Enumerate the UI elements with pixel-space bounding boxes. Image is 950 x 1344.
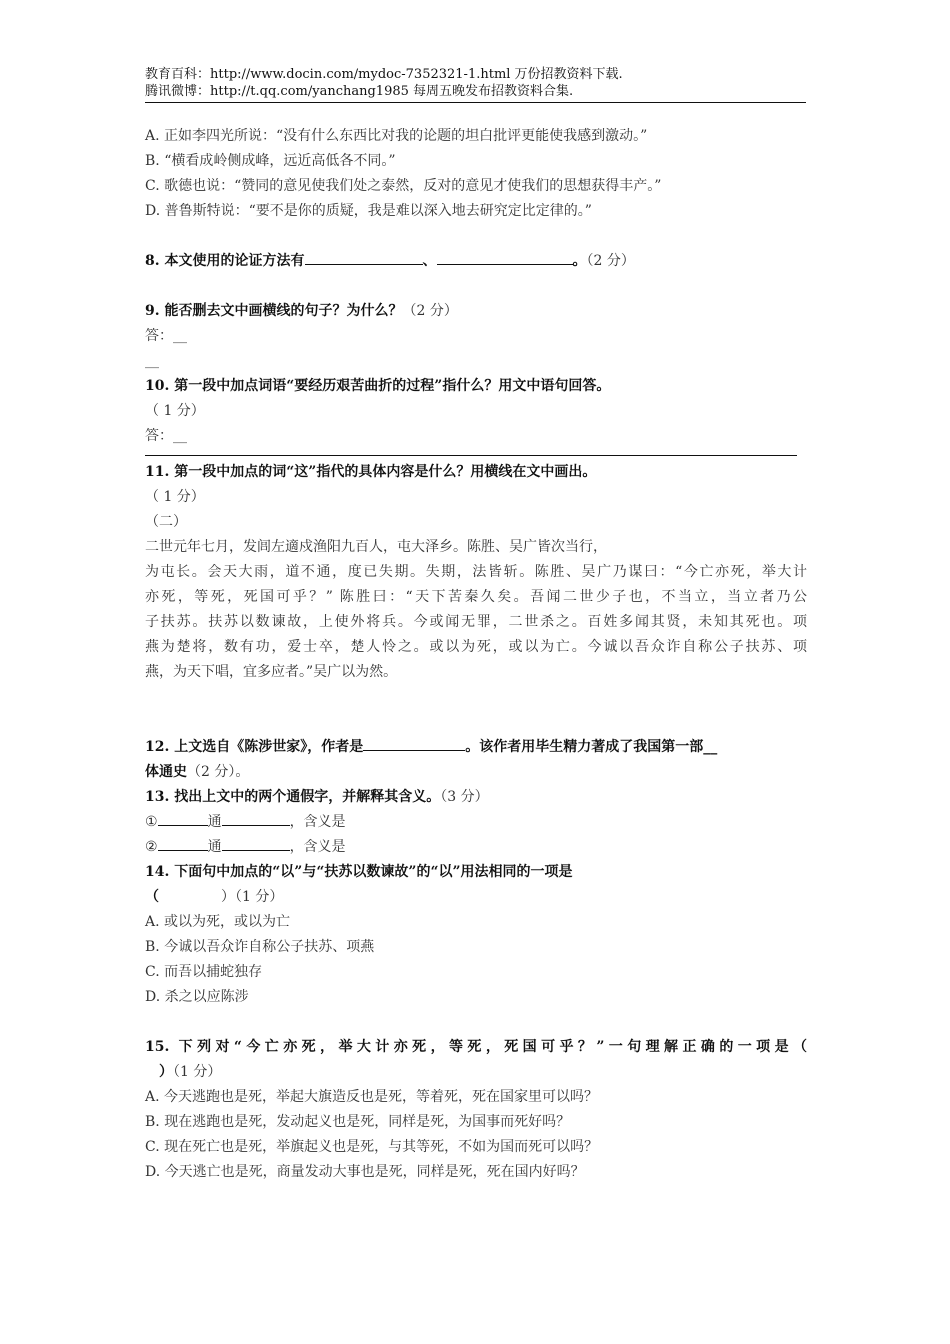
q8-blank-2[interactable]	[437, 250, 573, 265]
q10-points: （ 1 分）	[145, 403, 205, 419]
question-12	[145, 735, 807, 760]
q8-blank-1[interactable]	[305, 250, 423, 265]
q13-item-1-blank-target[interactable]	[222, 811, 290, 826]
q13-item-1-mark: ①	[145, 814, 158, 830]
passage-line-4: 子扶苏。扶苏以数谏故，上使外将兵。今或闻无罪，二世杀之。百姓多闻其贤，未知其死也。项	[145, 614, 807, 630]
q12-blank-author[interactable]	[363, 736, 465, 751]
q13-text: 13. 找出上文中的两个通假字，并解释其含义。	[145, 789, 441, 805]
question-9	[145, 299, 807, 324]
q9-answer-cont: __	[145, 353, 159, 369]
q14-option-c: C. 而吾以捕蛇独存	[145, 964, 263, 980]
q15-answer-paren	[145, 1060, 807, 1085]
q12-line2: 体通史	[145, 764, 187, 780]
q15-points: （1 分）	[173, 1064, 222, 1080]
q13-item-1	[145, 810, 807, 835]
q15-option-c: C. 现在死亡也是死，举旗起义也是死，与其等死，不如为国而死可以吗？	[145, 1139, 599, 1155]
passage-line-5: 燕为楚将，数有功，爱士卒，楚人怜之。或以为死，或以为亡。今诚以吾众诈自称公子扶苏、项	[145, 639, 807, 655]
q13-item-2-meaning: ，含义是	[289, 839, 346, 855]
q8-points: （2 分）	[586, 253, 635, 269]
q14-points: （1 分）	[235, 889, 284, 905]
q12-text: 12. 上文选自《陈涉世家》，作者是	[145, 739, 364, 755]
passage-line-1: 二世元年七月，发闾左適戍渔阳九百人，屯大泽乡。陈胜、吴广皆次当行，	[145, 539, 607, 555]
q14-paren-open: （	[145, 889, 159, 905]
q9-answer[interactable]: 答：__	[145, 328, 187, 344]
q12-points: （2 分）。	[187, 764, 250, 780]
q8-text: 8. 本文使用的论证方法有	[145, 253, 305, 269]
question-11: 11. 第一段中加点的词“这”指代的具体内容是什么？用横线在文中画出。	[145, 464, 597, 480]
q7-options	[145, 124, 807, 224]
q8-end: 。	[572, 253, 587, 269]
q14-paren-close: ）	[221, 889, 235, 905]
q13-item-2-mark: ②	[145, 839, 158, 855]
q13-item-1-meaning: ，含义是	[289, 814, 346, 830]
q13-item-2-blank-char[interactable]	[158, 836, 208, 851]
passage-line-2: 为屯长。会天大雨，道不通，度已失期。失期，法皆斩。陈胜、吴广乃谋曰：“今亡亦死，举大计	[145, 564, 807, 580]
q12-mid: 。该作者用毕生精力著成了我国第一部	[465, 739, 704, 755]
q9-text: 9. 能否删去文中画横线的句子？为什么？	[145, 303, 403, 319]
q13-item-2-blank-target[interactable]	[222, 836, 290, 851]
q15-close: ）	[159, 1064, 173, 1080]
option-a: A. 正如李四光所说：“没有什么东西比对我的论题的坦白批评更能使我感到激动。”	[145, 128, 648, 144]
document-body	[145, 124, 807, 1185]
q14-option-d: D. 杀之以应陈涉	[145, 989, 249, 1005]
q13-points: （3 分）	[440, 789, 489, 805]
q13-item-2	[145, 835, 807, 860]
question-8	[145, 249, 807, 274]
question-12-cont	[145, 760, 807, 785]
q8-sep: 、	[422, 253, 437, 269]
question-14: 14. 下面句中加点的“以”与“扶苏以数谏故”的“以”用法相同的一项是	[145, 864, 573, 880]
q10-answer[interactable]: 答：__	[145, 428, 187, 444]
q15-option-a: A. 今天逃跑也是死，举起大旗造反也是死，等着死，死在国家里可以吗？	[145, 1089, 599, 1105]
page-header	[145, 66, 806, 103]
q13-item-1-blank-char[interactable]	[158, 811, 208, 826]
q15-option-b: B. 现在逃跑也是死，发动起义也是死，同样是死，为国事而死好吗？	[145, 1114, 571, 1130]
question-15: 15. 下列对“今亡亦死，举大计亦死，等死，死国可乎？”一句理解正确的一项是（	[145, 1039, 807, 1055]
q13-item-2-tong: 通	[207, 839, 222, 855]
q14-option-a: A. 或以为死，或以为亡	[145, 914, 291, 930]
option-b: B. “横看成岭侧成峰，远近高低各不同。”	[145, 153, 396, 169]
section-2-heading: （二）	[145, 514, 187, 530]
question-10: 10. 第一段中加点词语“要经历艰苦曲折的过程”指什么？用文中语句回答。	[145, 378, 611, 394]
q11-points: （ 1 分）	[145, 489, 205, 505]
option-d: D. 普鲁斯特说：“要不是你的质疑，我是难以深入地去研究定比定律的。”	[145, 203, 592, 219]
header-line-2: 腾讯微博：http://t.qq.com/yanchang1985 每周五晚发布招教资料合集.	[145, 84, 574, 99]
option-c: C. 歌德也说：“赞同的意见使我们处之泰然，反对的意见才使我们的思想获得丰产。”	[145, 178, 662, 194]
classical-passage	[145, 535, 807, 685]
question-13	[145, 785, 807, 810]
passage-line-3: 亦死，等死，死国可乎？” 陈胜曰：“天下苦秦久矣。吾闻二世少子也，不当立，当立者乃公	[145, 589, 807, 605]
q13-item-1-tong: 通	[207, 814, 222, 830]
q14-option-b: B. 今诚以吾众诈自称公子扶苏、项燕	[145, 939, 375, 955]
header-line-1: 教育百科：http://www.docin.com/mydoc-7352321-1.html 万份招教资料下载.	[145, 67, 623, 82]
q12-tail: __	[703, 739, 718, 755]
q9-points: （2 分）	[402, 303, 458, 319]
q15-option-d: D. 今天逃亡也是死，商量发动大事也是死，同样是死，死在国内好吗？	[145, 1164, 585, 1180]
passage-line-6: 燕，为天下唱，宜多应者。”吴广以为然。	[145, 664, 398, 680]
q14-answer-paren	[145, 885, 807, 910]
